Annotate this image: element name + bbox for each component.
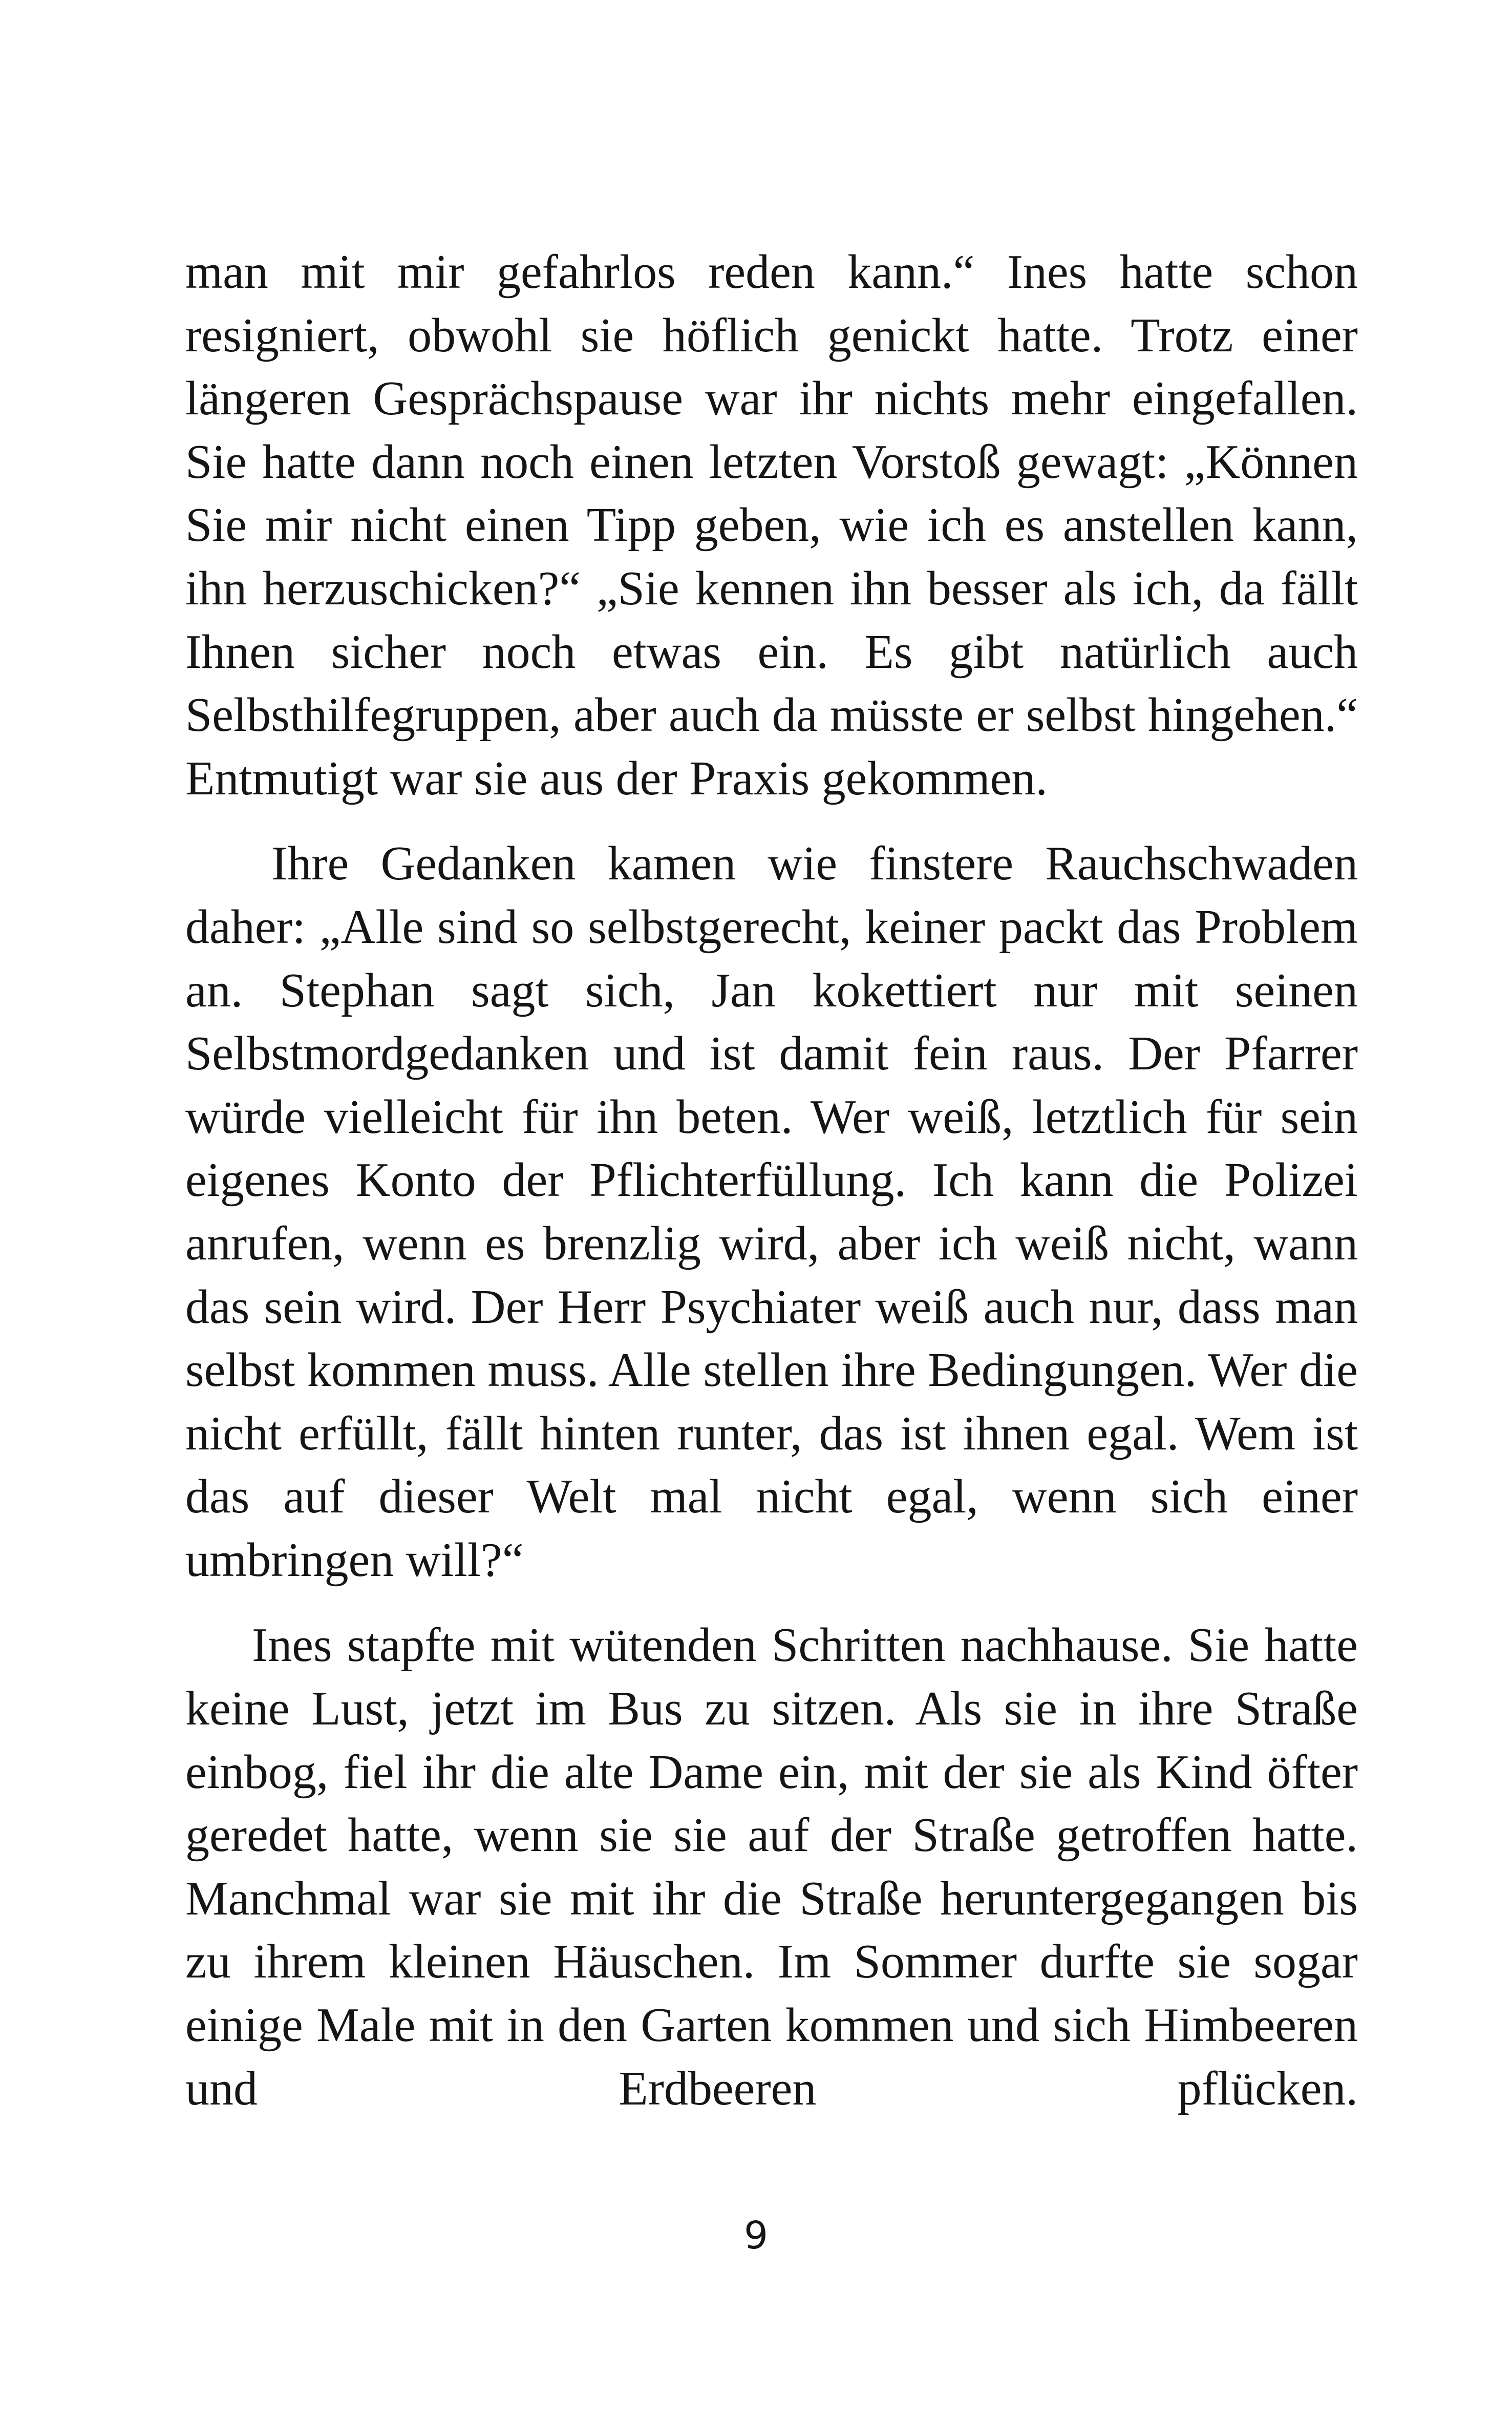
paragraph-3: Ines stapfte mit wütenden Schritten nachhause. Sie hatte keine Lust, jetzt im Bus zu sitzen. Als sie in ihre Straße einbog, fiel ihr die alte Dame ein, mit der sie als Kind öfter geredet hatte, wenn sie sie auf der Straße getroffen hatte. Manchmal war sie mit ihr die Straße heruntergegangen bis zu ihrem kleinen Häuschen. Im Sommer durfte sie sogar einige Male mit in den Garten kommen und sich Himbeeren und Erdbeeren pflücken. — [185, 1618, 1358, 2115]
page-number: 9 — [743, 2214, 769, 2258]
body-text — [185, 241, 1358, 2120]
paragraph-1: man mit mir gefahrlos reden kann.“ Ines hatte schon resigniert, obwohl sie höflich genickt hatte. Trotz einer längeren Gesprächspause war ihr nichts mehr eingefallen. Sie hatte dann noch einen letzten Vorstoß gewagt: „Können Sie mir nicht einen Tipp geben, wie ich es anstellen kann, ihn herzuschicken?“ „Sie kennen ihn besser als ich, da fällt Ihnen sicher noch etwas ein. Es gibt natürlich auch Selbsthilfegruppen, aber auch da müsste er selbst hingehen.“ Entmutigt war sie aus der Praxis gekommen. — [185, 245, 1358, 805]
paragraph-2: Ihre Gedanken kamen wie finstere Rauchschwaden daher: „Alle sind so selbstgerecht, keiner packt das Problem an. Stephan sagt sich, Jan kokettiert nur mit seinen Selbstmordgedanken und ist damit fein raus. Der Pfarrer würde vielleicht für ihn beten. Wer weiß, letztlich für sein eigenes Konto der Pflichterfüllung. Ich kann die Polizei anrufen, wenn es brenzlig wird, aber ich weiß nicht, wann das sein wird. Der Herr Psychiater weiß auch nur, dass man selbst kommen muss. Alle stellen ihre Bedingungen. Wer die nicht erfüllt, fällt hinten runter, das ist ihnen egal. Wem ist das auf dieser Welt mal nicht egal, wenn sich einer umbringen will?“ — [185, 837, 1358, 1587]
